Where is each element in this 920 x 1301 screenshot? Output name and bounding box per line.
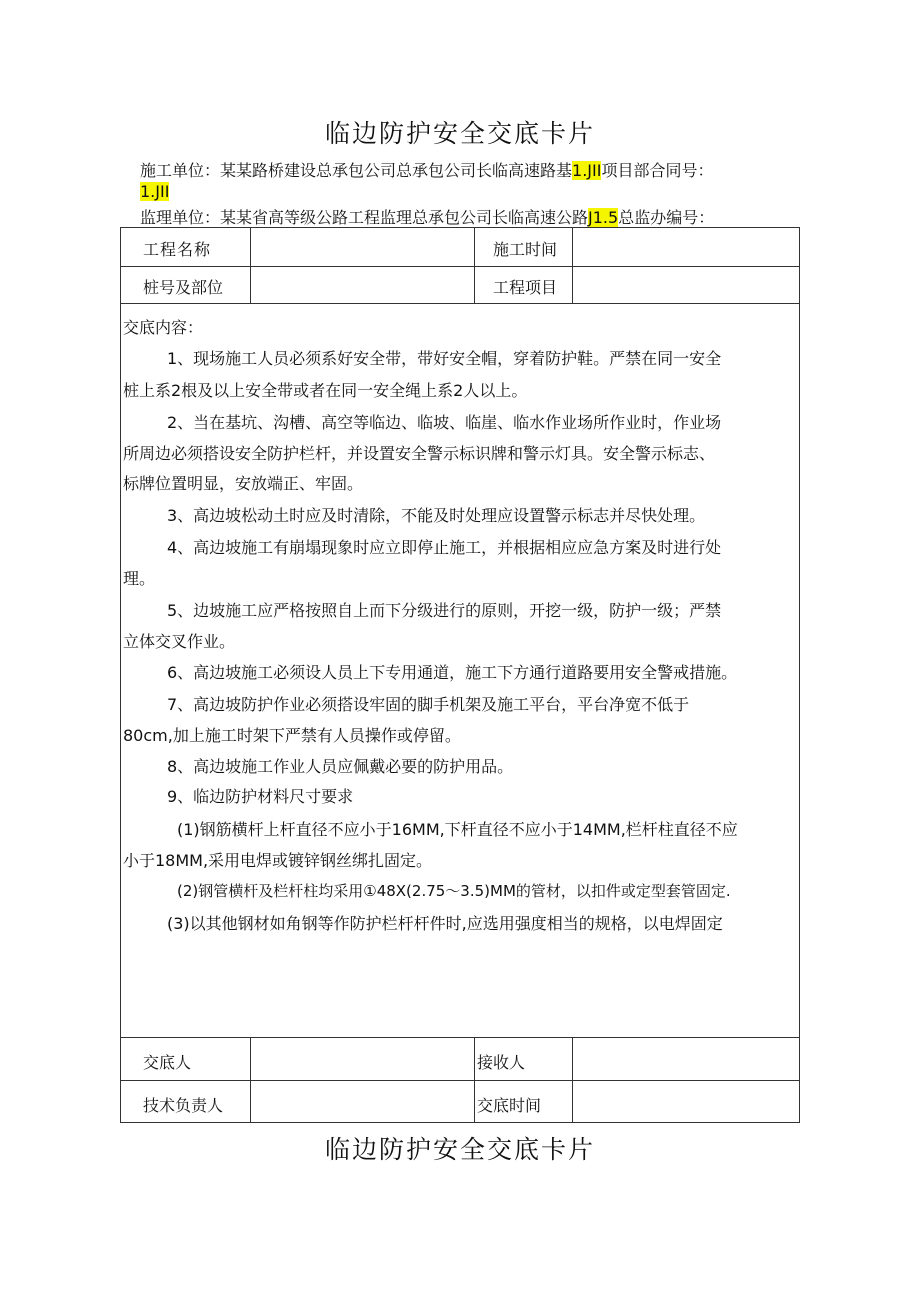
column-divider — [474, 1037, 475, 1123]
content-line: 9、临边防护材料尺寸要求 — [167, 787, 354, 806]
construction-unit-code: 1.JII — [572, 161, 602, 180]
brief-time-label: 交底时间 — [477, 1096, 542, 1115]
supervision-unit-line — [140, 205, 714, 228]
content-line: 小于18MM,采用电焊或镀锌钢丝绑扎固定。 — [123, 851, 433, 870]
content-line: 所周边必须搭设安全防护栏杆，并设置安全警示标识牌和警示灯具。安全警示标志、 — [123, 444, 716, 463]
content-heading: 交底内容： — [123, 318, 204, 337]
content-line: 1、现场施工人员必须系好安全带，带好安全帽，穿着防护鞋。严禁在同一安全 — [167, 349, 722, 368]
content-line: 5、边坡施工应严格按照自上而下分级进行的原则，开挖一级，防护一级；严禁 — [167, 601, 722, 620]
content-line: 立体交叉作业。 — [123, 632, 236, 651]
column-divider — [250, 1037, 251, 1123]
supervision-unit-text: 监理单位：某某省高等级公路工程监理总承包公司长临高速公路 — [140, 208, 589, 227]
content-line: (1)钢筋横杆上杆直径不应小于16MM,下杆直径不应小于14MM,栏杆柱直径不应 — [177, 820, 738, 839]
content-line: 8、高边坡施工作业人员应佩戴必要的防护用品。 — [167, 757, 514, 776]
project-name-label: 工程名称 — [143, 240, 212, 259]
construction-unit-text: 施工单位：某某路桥建设总承包公司总承包公司长临高速路基 — [140, 161, 573, 180]
content-line: 80cm,加上施工时架下严禁有人员操作或停留。 — [123, 726, 461, 745]
column-divider — [474, 228, 475, 303]
content-line: (3)以其他钢材如角钢等作防护栏杆杆件时,应选用强度相当的规格，以电焊固定 — [167, 914, 723, 933]
construction-time-label: 施工时间 — [493, 240, 558, 259]
content-line: 标牌位置明显，安放端正、牢固。 — [123, 474, 364, 493]
content-line: 2、当在基坑、沟槽、高空等临边、临坡、临崖、临水作业场所作业时，作业场 — [167, 413, 722, 432]
content-line: 6、高边坡施工必须设人员上下专用通道，施工下方通行道路要用安全警戒措施。 — [167, 663, 738, 682]
column-divider — [572, 1037, 573, 1123]
supervision-unit-code: J1.5 — [588, 208, 619, 227]
receiver-label: 接收人 — [477, 1053, 526, 1072]
construction-unit-line — [140, 158, 713, 181]
column-divider — [250, 228, 251, 303]
contract-number: 1.JII — [140, 182, 170, 201]
row-divider — [121, 1080, 799, 1081]
station-label: 桩号及部位 — [143, 278, 224, 297]
content-line: 桩上系2根及以上安全带或者在同一安全绳上系2人以上。 — [123, 381, 528, 400]
row-divider — [121, 266, 799, 267]
content-line: 3、高边坡松动土时应及时清除，不能及时处理应设置警示标志并尽快处理。 — [167, 506, 706, 525]
contract-label: 项目部合同号： — [601, 161, 714, 180]
project-item-label: 工程项目 — [493, 278, 558, 297]
row-divider — [121, 1037, 799, 1038]
briefing-table — [120, 227, 800, 1123]
tech-lead-label: 技术负责人 — [143, 1096, 224, 1115]
serial-number-label: 总监办编号： — [618, 208, 715, 227]
footer-title: 临边防护安全交底卡片 — [324, 1135, 595, 1164]
column-divider — [572, 228, 573, 303]
row-divider — [121, 303, 799, 304]
contract-number-line — [140, 182, 169, 201]
briefer-label: 交底人 — [143, 1053, 192, 1072]
content-line: (2)钢管横杆及栏杆柱均采用①48X(2.75～3.5)MM的管材，以扣件或定型套管固定. — [177, 882, 731, 900]
content-line: 4、高边坡施工有崩塌现象时应立即停止施工，并根据相应应急方案及时进行处 — [167, 538, 722, 557]
document-title: 临边防护安全交底卡片 — [324, 119, 595, 148]
content-line: 理。 — [123, 569, 156, 588]
content-line: 7、高边坡防护作业必须搭设牢固的脚手机架及施工平台，平台净宽不低于 — [167, 695, 690, 714]
